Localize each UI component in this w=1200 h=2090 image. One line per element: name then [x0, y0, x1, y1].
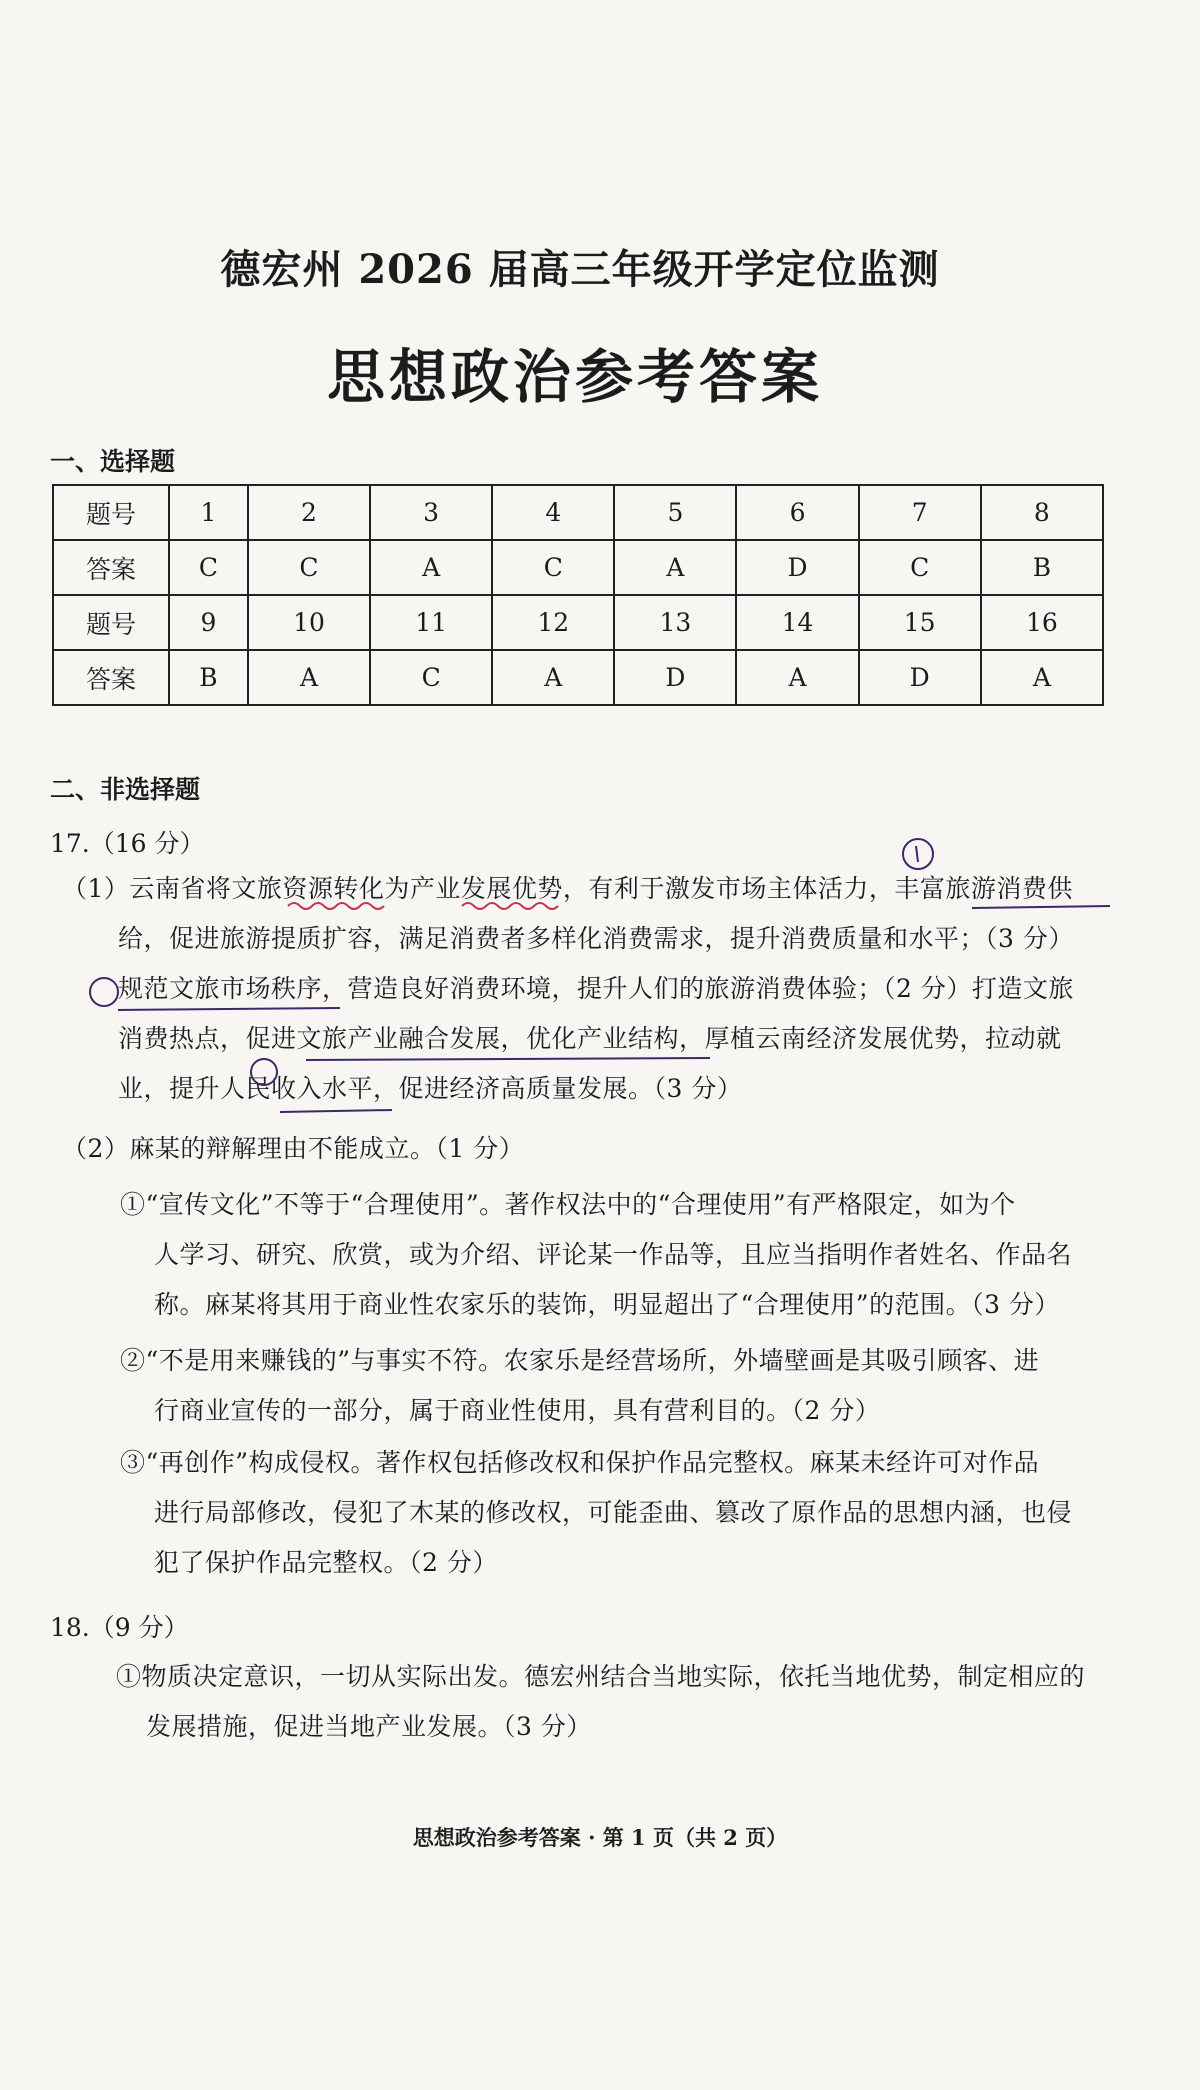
answer-table-cell: A [614, 540, 736, 595]
answer-table-cell: D [859, 650, 981, 705]
q18-p1-line: ①物质决定意识，一切从实际出发。德宏州结合当地实际，依托当地优势，制定相应的 [116, 1662, 1086, 1691]
q17-p2-line: 犯了保护作品完整权。（2 分） [154, 1548, 498, 1577]
pen-underline [972, 906, 1110, 908]
answer-table-cell: C [370, 650, 492, 705]
answer-table-cell: 8 [981, 485, 1103, 540]
answer-table-cell: 14 [736, 595, 858, 650]
q17-p2-line: ②“不是用来赚钱的”与事实不符。农家乐是经营场所，外墙壁画是其吸引顾客、进 [120, 1346, 1040, 1375]
answer-table-cell: 13 [614, 595, 736, 650]
answer-table-cell: 1 [169, 485, 248, 540]
answer-table-cell: B [169, 650, 248, 705]
page-subtitle: 思想政治参考答案 [326, 343, 823, 411]
q17-p1-line: （1）云南省将文旅资源转化为产业发展优势，有利于激发市场主体活力，丰富旅游消费供 [62, 874, 1073, 903]
answer-table-cell: 10 [248, 595, 370, 650]
pen-underline [280, 1110, 392, 1112]
circled-number-mark [916, 846, 918, 862]
circled-number-mark [251, 1059, 277, 1085]
answer-table-cell: C [169, 540, 248, 595]
q17-part2-heading: （2）麻某的辩解理由不能成立。（1 分） [62, 1134, 525, 1163]
circled-number-mark [90, 978, 118, 1006]
answer-table-cell: C [492, 540, 614, 595]
q17-p2-line: 人学习、研究、欣赏，或为介绍、评论某一作品等，且应当指明作者姓名、作品名 [154, 1240, 1073, 1269]
answer-table-cell: A [736, 650, 858, 705]
answer-table-cell: B [981, 540, 1103, 595]
q17-p2-line: 行商业宣传的一部分，属于商业性使用，具有营利目的。（2 分） [154, 1396, 881, 1425]
answer-table-cell: A [248, 650, 370, 705]
answer-table-cell: 9 [169, 595, 248, 650]
section-heading-nonchoice: 二、非选择题 [50, 775, 201, 804]
q18-p1-line: 发展措施，促进当地产业发展。（3 分） [146, 1712, 592, 1741]
q17-p1-line: 给，促进旅游提质扩容，满足消费者多样化消费需求，提升消费质量和水平；（3 分） [118, 924, 1074, 953]
answer-table-cell: 6 [736, 485, 858, 540]
q17-p1-line: 业，提升人民收入水平，促进经济高质量发展。（3 分） [118, 1074, 743, 1103]
question-18-heading: 18.（9 分） [50, 1613, 189, 1642]
answer-table-header-cell: 答案 [53, 540, 169, 595]
answer-table-cell: 3 [370, 485, 492, 540]
answer-table-cell: D [614, 650, 736, 705]
q17-p2-line: ③“再创作”构成侵权。著作权包括修改权和保护作品完整权。麻某未经许可对作品 [120, 1448, 1040, 1477]
section-heading-choice: 一、选择题 [50, 447, 176, 476]
answer-table-cell: D [736, 540, 858, 595]
q17-p2-line: ①“宣传文化”不等于“合理使用”。著作权法中的“合理使用”有严格限定，如为个 [120, 1190, 1016, 1219]
q17-p2-line: 进行局部修改，侵犯了木某的修改权，可能歪曲、篡改了原作品的思想内涵，也侵 [154, 1498, 1073, 1527]
answer-table-cell: C [248, 540, 370, 595]
pen-underline [118, 1008, 340, 1010]
pen-underline [306, 1058, 710, 1060]
answer-table-cell: 5 [614, 485, 736, 540]
answer-table-cell: 12 [492, 595, 614, 650]
page-footer: 思想政治参考答案 · 第 1 页（共 2 页） [412, 1825, 788, 1850]
answer-table-cell: 4 [492, 485, 614, 540]
q17-p1-line: 规范文旅市场秩序，营造良好消费环境，提升人们的旅游消费体验；（2 分）打造文旅 [118, 974, 1074, 1003]
answer-table-header-cell: 题号 [53, 595, 169, 650]
question-17-heading: 17.（16 分） [50, 829, 205, 858]
q17-p2-line: 称。麻某将其用于商业性农家乐的装饰，明显超出了“合理使用”的范围。（3 分） [154, 1290, 1060, 1319]
red-wavy-underline [288, 903, 384, 909]
answer-table-header-cell: 题号 [53, 485, 169, 540]
answer-table-cell: A [492, 650, 614, 705]
q17-p1-line: 消费热点，促进文旅产业融合发展，优化产业结构，厚植云南经济发展优势，拉动就 [118, 1024, 1062, 1053]
answer-table-cell: 11 [370, 595, 492, 650]
red-wavy-underline [462, 903, 558, 909]
answer-table-cell: A [370, 540, 492, 595]
page-title: 德宏州 2026 届高三年级开学定位监测 [220, 246, 940, 293]
answer-table-cell: 15 [859, 595, 981, 650]
answer-table-cell: A [981, 650, 1103, 705]
answer-table-cell: 16 [981, 595, 1103, 650]
answer-table-cell: C [859, 540, 981, 595]
answer-table-header-cell: 答案 [53, 650, 169, 705]
answer-table-cell: 7 [859, 485, 981, 540]
answer-table-cell: 2 [248, 485, 370, 540]
